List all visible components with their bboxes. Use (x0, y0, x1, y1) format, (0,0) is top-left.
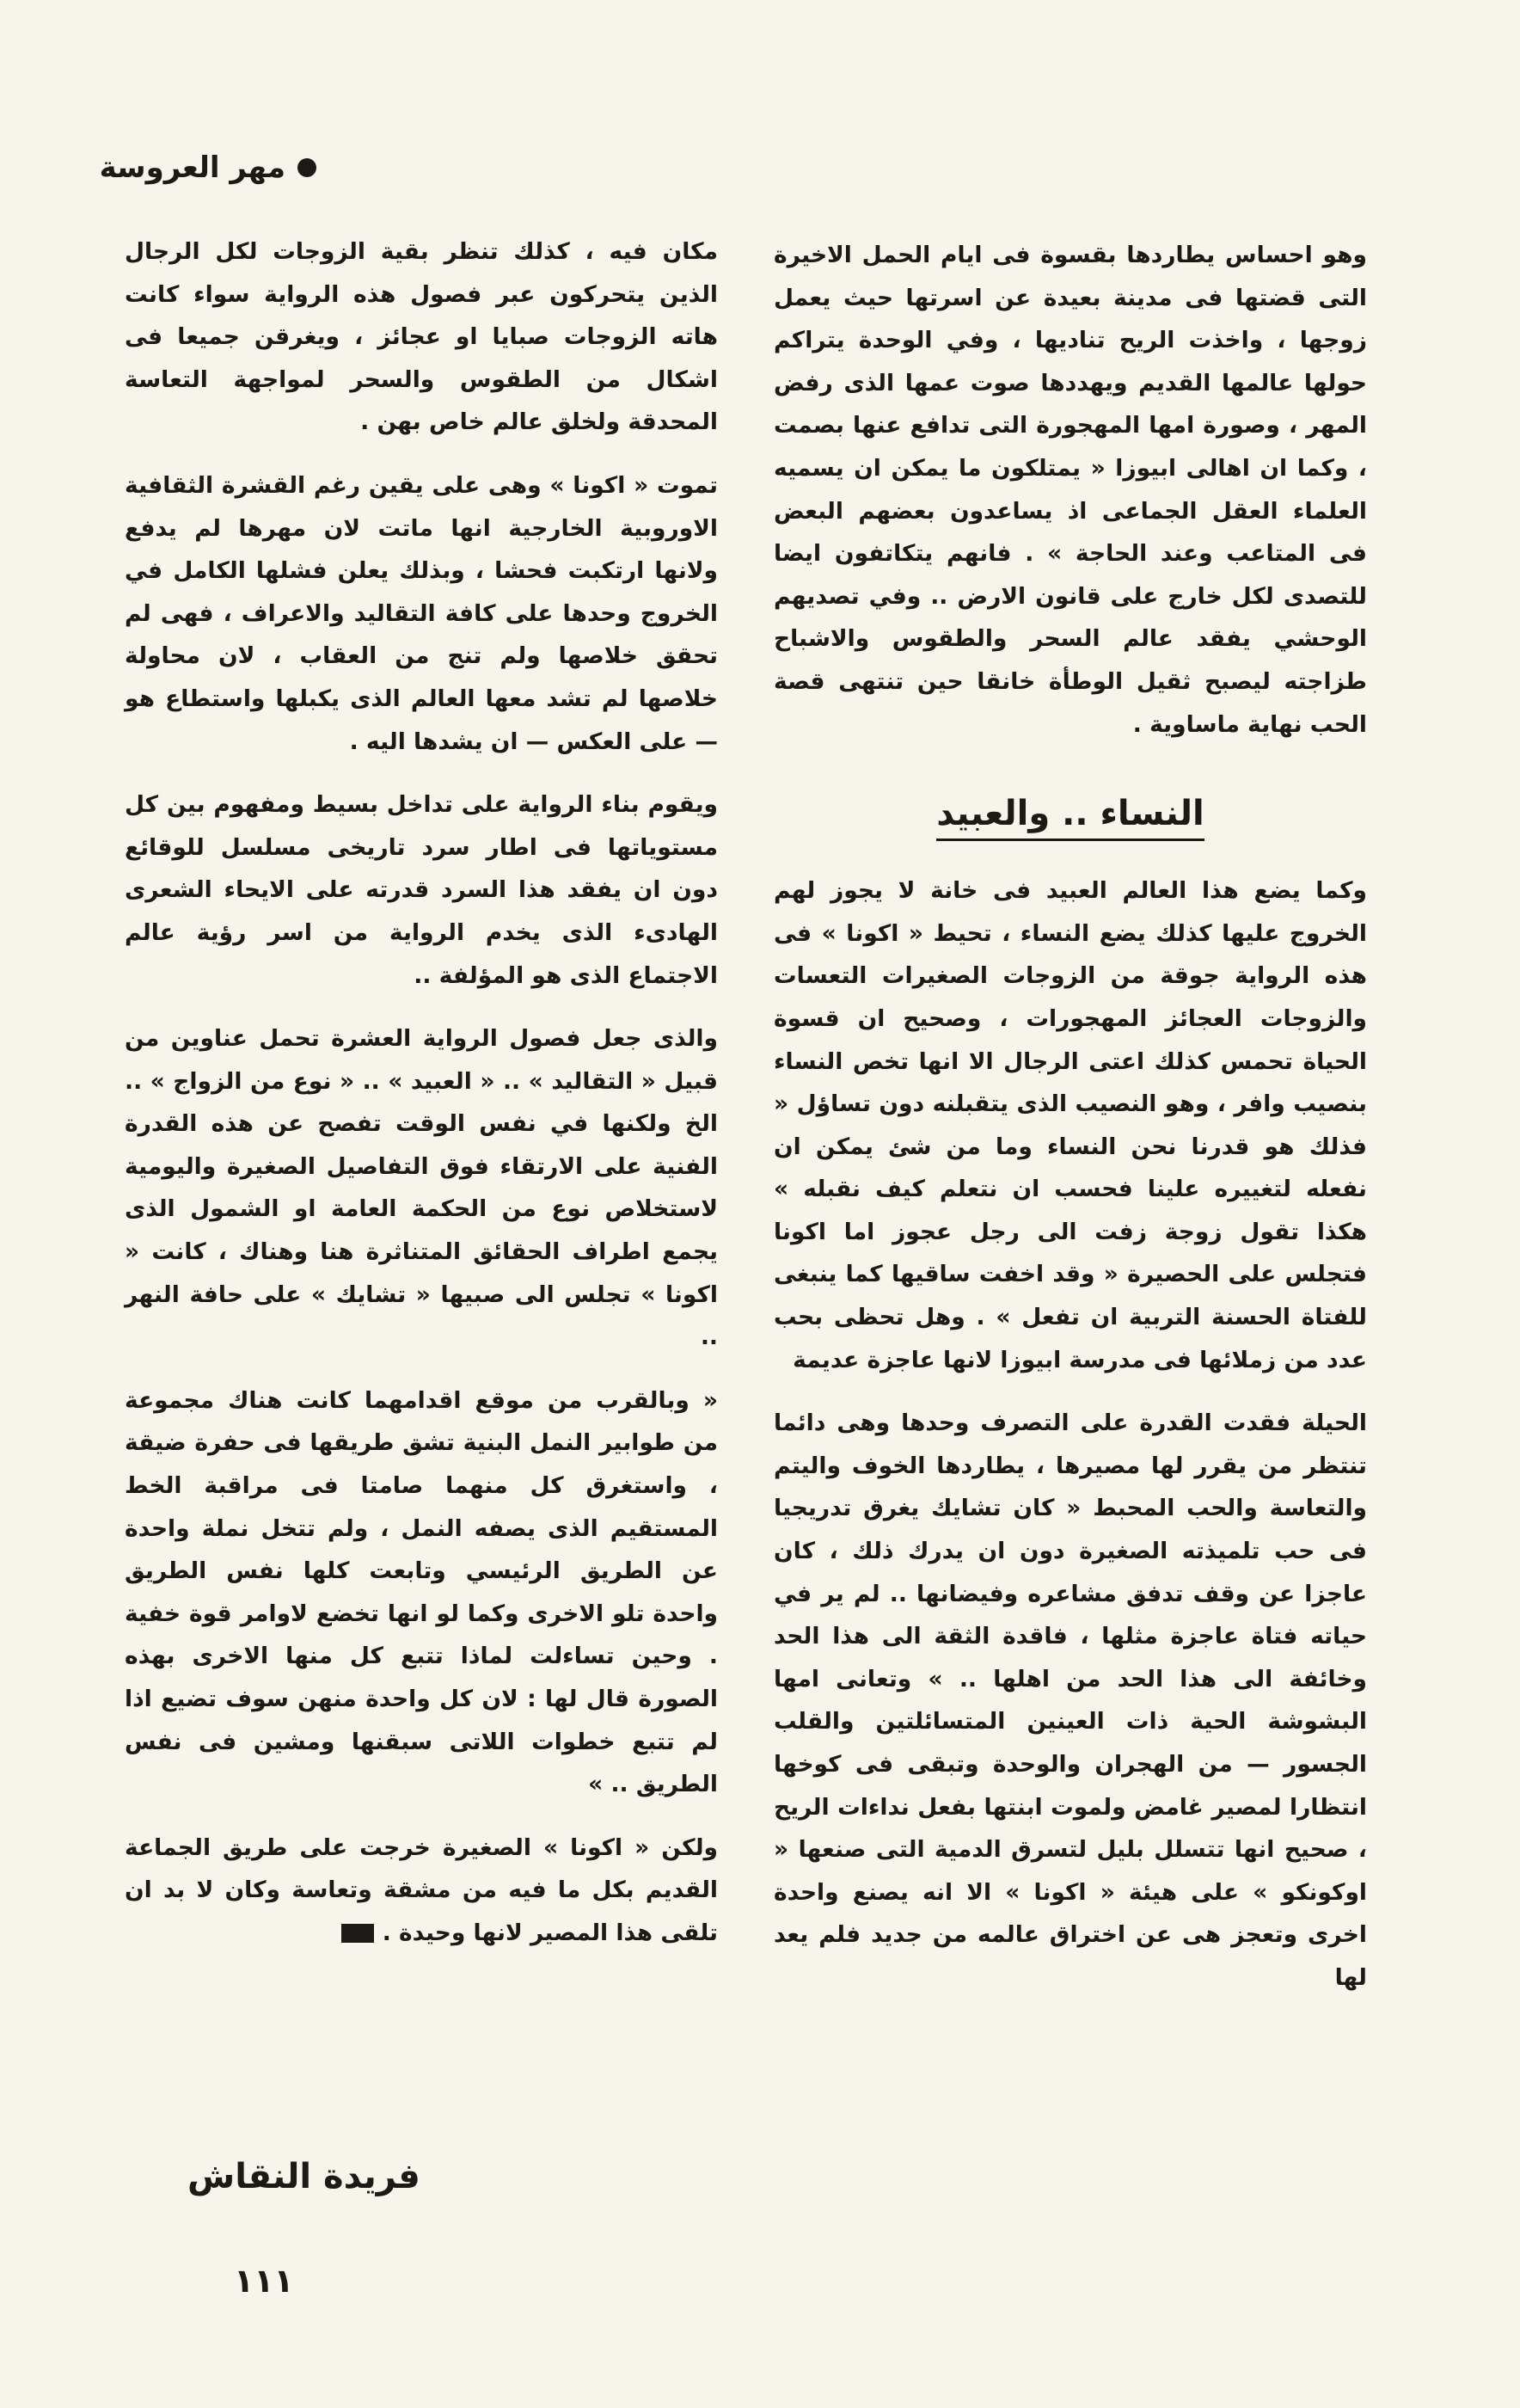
running-head (100, 150, 316, 185)
bullet-icon (297, 158, 316, 177)
paragraph: وكما يضع هذا العالم العبيد فى خانة لا يجوز لهم الخروج عليها كذلك يضع النساء ، تحيط « اكونا » فى هذه الرواية جوقة من الزوجات الصغيرات التعسات والزوجات العجائز المهجورات ، وصحيح ان قسوة الحياة تحمس كذلك اعتى الرجال الا انها تخص النساء بنصيب وافر ، وهو النصيب الذى يتقبلنه دون تساؤل « فذلك هو قدرنا نحن النساء وما من شئ يمكن ان نفعله لتغييره علينا فحسب ان نتعلم كيف نقبله » هكذا تقول زوجة زفت الى رجل عجوز اما اكونا فتجلس على الحصيرة « وقد اخفت ساقيها كما ينبغى للفتاة الحسنة التربية ان تفعل » . وهل تحظى بحب عدد من زملائها فى مدرسة ابيوزا لانها عاجزة عديمة (774, 877, 1367, 1373)
section-title: النساء .. والعبيد (774, 792, 1367, 835)
running-head-title: مهر العروسة (99, 150, 285, 185)
left-column (125, 230, 718, 1975)
paragraph: « وبالقرب من موقع اقدامهما كانت هناك مجموعة من طوابير النمل البنية تشق طريقها فى حفرة ضيقة ، واستغرق كل منهما صامتا فى مراقبة الخط المستقيم الذى يصفه النمل ، ولم تتخل نملة واحدة عن الطريق الرئيسي وتابعت كلها نفس الطريق واحدة تلو الاخرى وكما لو انها تخضع لاوامر قوة خفية . وحين تساءلت لماذا تتبع كل منها الاخرى بهذه الصورة قال لها : لان كل واحدة منهن سوف تضيع اذا لم تتبع خطوات اللاتى سبقنها ومشين فى نفس الطريق .. » (125, 1386, 718, 1798)
end-mark-icon (341, 1924, 374, 1943)
paragraph: والذى جعل فصول الرواية العشرة تحمل عناوين من قبيل « التقاليد » .. « العبيد » .. « نوع من الزواج » .. الخ ولكنها في نفس الوقت تفصح عن هذه القدرة الفنية على الارتقاء فوق التفاصيل الصغيرة واليومية لاستخلاص نوع من الحكمة العامة او الشمول الذى يجمع اطراف الحقائق المتناثرة هنا وهناك ، كانت « اكونا » تجلس الى صبيها « تشايك » على حافة النهر .. (125, 1025, 718, 1351)
author-signature: فريدة النقاش (187, 2157, 420, 2196)
page-number: ١١١ (234, 2262, 294, 2300)
paragraph: وهو احساس يطاردها بقسوة فى ايام الحمل الاخيرة التى قضتها فى مدينة بعيدة عن اسرتها حيث يعمل زوجها ، واخذت الريح تناديها ، وفي الوحدة يتراكم حولها عالمها القديم ويهددها صوت عمها الذى رفض المهر ، وصورة امها المهجورة التى تدافع عنها بصمت ، وكما ان اهالى ابيوزا « يمتلكون ما يمكن ان يسميه العلماء العقل الجماعى اذ يساعدون بعضهم البعض فى المتاعب وعند الحاجة » . فانهم يتكاتفون ايضا للتصدى لكل خارج على قانون الارض .. وفي تصديهم الوحشي يفقد عالم السحر والطقوس والاشباح طزاجته ليصبح ثقيل الوطأة خانقا حين تنتهى قصة الحب نهاية ماساوية . (774, 242, 1367, 738)
paragraph-text: ولكن « اكونا » الصغيرة خرجت على طريق الجماعة القديم بكل ما فيه من مشقة وتعاسة وكان لا بد ان تلقى هذا المصير لانها وحيدة . (125, 1834, 718, 1946)
right-column (774, 234, 1367, 2020)
paragraph-last (125, 1827, 718, 1955)
paragraph: الحيلة فقدت القدرة على التصرف وحدها وهى دائما تنتظر من يقرر لها مصيرها ، يطاردها الخوف واليتم والتعاسة والحب المحبط « كان تشايك يغرق تدريجيا فى حب تلميذته الصغيرة دون ان يدرك ذلك ، كان عاجزا عن وقف تدفق مشاعره وفيضانها .. لم ير في حياته فتاة عاجزة مثلها ، فاقدة الثقة الى هذا الحد وخائفة الى هذا الحد من اهلها .. » وتعانى امها البشوشة الحية ذات العينين المتسائلتين والقلب الجسور — من الهجران والوحدة وتبقى فى كوخها انتظارا لمصير غامض ولموت ابنتها بفعل نداءات الريح ، صحيح انها تتسلل بليل لتسرق الدمية التى صنعها « اوكونكو » على هيئة « اكونا » الا انه يصنع واحدة اخرى وتعجز هى عن اختراق عالمه من جديد فلم يعد لها (774, 1410, 1367, 1991)
paragraph: مكان فيه ، كذلك تنظر بقية الزوجات لكل الرجال الذين يتحركون عبر فصول هذه الرواية سواء كانت هاته الزوجات صبايا او عجائز ، ويغرقن جميعا فى اشكال من الطقوس والسحر لمواجهة التعاسة المحدقة ولخلق عالم خاص بهن . (125, 238, 718, 436)
paragraph: تموت « اكونا » وهى على يقين رغم القشرة الثقافية الاوروبية الخارجية انها ماتت لان مهرها لم يدفع ولانها ارتكبت فحشا ، وبذلك يعلن فشلها الكامل في الخروج وحدها على كافة التقاليد والاعراف ، فهى لم تحقق خلاصها ولم تنج من العقاب ، لان محاولة خلاصها لم تشد معها العالم الذى يكبلها واستطاع هو — على العكس — ان يشدها اليه . (125, 471, 718, 755)
paragraph: ويقوم بناء الرواية على تداخل بسيط ومفهوم بين كل مستوياتها فى اطار سرد تاريخى مسلسل للوقائع دون ان يفقد هذا السرد قدرته على الايحاء الشعرى الهادىء الذى يخدم الرواية من اسر رؤية عالم الاجتماع الذى هو المؤلفة .. (125, 791, 718, 989)
